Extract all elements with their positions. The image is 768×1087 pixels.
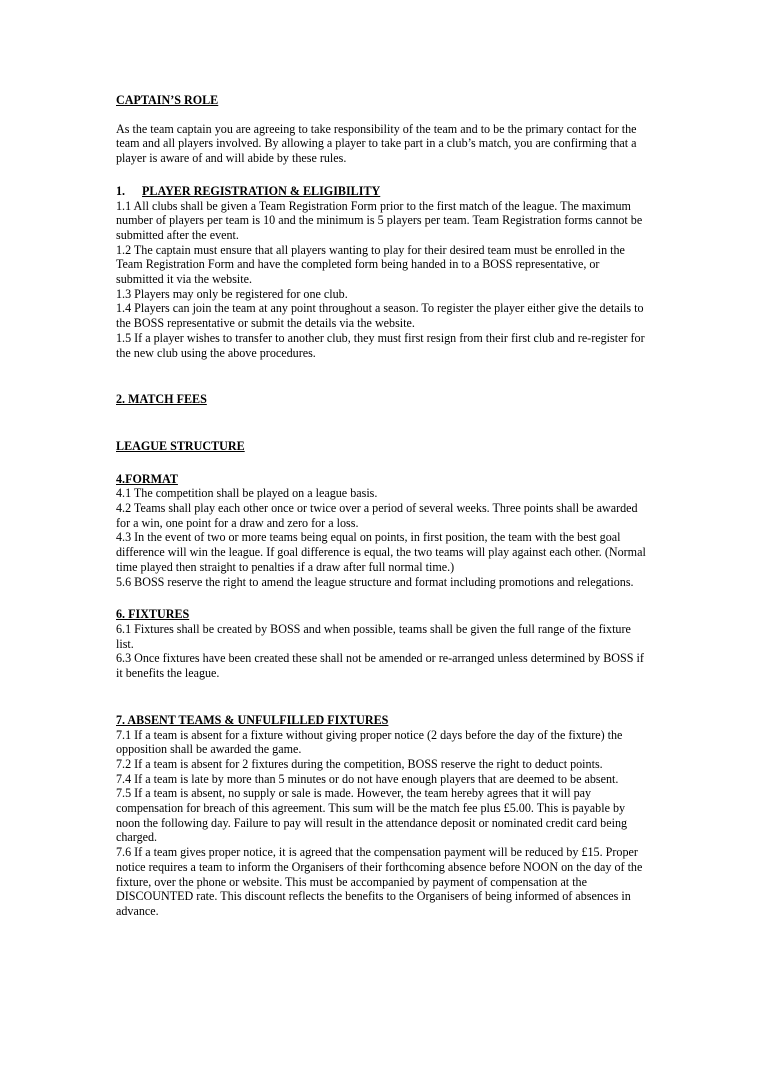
spacer bbox=[116, 454, 648, 472]
spacer bbox=[116, 108, 648, 122]
registration-heading bbox=[116, 184, 648, 199]
registration-item-1-4: 1.4 Players can join the team at any point throughout a season. To register the player either give the details to the BOSS representative or submit the details via the website. bbox=[116, 301, 644, 331]
registration-item-1-5: 1.5 If a player wishes to transfer to another club, they must first resign from their first club and re-register for the new club using the above procedures. bbox=[116, 330, 645, 360]
absent-item-7-1: 7.1 If a team is absent for a fixture without giving proper notice (2 days before the day of the fixture) the opposition shall be awarded the game. bbox=[116, 727, 623, 757]
format-item-4-1: 4.1 The competition shall be played on a league basis. bbox=[116, 486, 378, 501]
spacer bbox=[116, 407, 648, 439]
absent-item-7-5: 7.5 If a team is absent, no supply or sale is made. However, the team hereby agrees that it will pay compensation for breach of this agreement. This sum will be the match fee plus £5.00. This is payable by noon the following day. Failure to pay will result in the attendance deposit or nominated credit card being charged. bbox=[116, 786, 628, 845]
format-item-5-6: 5.6 BOSS reserve the right to amend the league structure and format including promotions and relegations. bbox=[116, 574, 634, 589]
absent-teams-heading: 7. ABSENT TEAMS & UNFULFILLED FIXTURES bbox=[116, 712, 389, 727]
registration-heading-text: PLAYER REGISTRATION & ELIGIBILITY bbox=[142, 183, 381, 198]
spacer bbox=[116, 589, 648, 607]
captains-role-heading: CAPTAIN’S ROLE bbox=[116, 93, 219, 107]
document-page bbox=[116, 93, 648, 919]
league-structure-heading: LEAGUE STRUCTURE bbox=[116, 438, 245, 453]
registration-item-1-1: 1.1 All clubs shall be given a Team Registration Form prior to the first match of the league. The maximum number of players per team is 10 and the minimum is 5 players per team. Team Registration forms cannot be submitted after the event. bbox=[116, 198, 643, 242]
absent-item-7-2: 7.2 If a team is absent for 2 fixtures during the competition, BOSS reserve the right to deduct points. bbox=[116, 756, 603, 771]
registration-item-1-2: 1.2 The captain must ensure that all players wanting to play for their desired team must be enrolled in the Team Registration Form and have the completed form being handed in to a BOSS representative, or submitted it via the website. bbox=[116, 242, 625, 287]
spacer bbox=[116, 360, 648, 392]
match-fees-heading: 2. MATCH FEES bbox=[116, 392, 207, 407]
registration-item-1-3: 1.3 Players may only be registered for one club. bbox=[116, 286, 348, 301]
fixtures-item-6-3: 6.3 Once fixtures have been created these shall not be amended or re-arranged unless determined by BOSS if it benefits the league. bbox=[116, 651, 644, 681]
spacer bbox=[116, 681, 648, 713]
spacer bbox=[116, 166, 648, 184]
fixtures-heading: 6. FIXTURES bbox=[116, 607, 190, 622]
format-item-4-3: 4.3 In the event of two or more teams being equal on points, in first position, the team with the best goal difference will win the league. If goal difference is equal, the two teams will play against each other. (Normal time played then straight to penalties if a draw after full normal time.) bbox=[116, 530, 646, 574]
format-heading: 4.FORMAT bbox=[116, 471, 178, 486]
fixtures-item-6-1: 6.1 Fixtures shall be created by BOSS and when possible, teams shall be given the full range of the fixture list. bbox=[116, 621, 631, 651]
captains-role-paragraph: As the team captain you are agreeing to take responsibility of the team and to be the primary contact for the team and all players involved. By allowing a player to take part in a club’s match, you are confirming that a player is aware of and will abide by these rules. bbox=[116, 121, 637, 166]
absent-item-7-6: 7.6 If a team gives proper notice, it is agreed that the compensation payment will be reduced by £15. Proper notice requires a team to inform the Organisers of their forthcoming absence before NOON on the day of the fixture, over the phone or website. This must be accompanied by payment of compensation at the DISCOUNTED rate. This discount reflects the benefits to the Organisers of being informed of absences in advance. bbox=[116, 845, 643, 918]
absent-item-7-4: 7.4 If a team is late by more than 5 minutes or do not have enough players that are deemed to be absent. bbox=[116, 771, 619, 786]
registration-heading-number: 1. bbox=[116, 183, 126, 198]
format-item-4-2: 4.2 Teams shall play each other once or twice over a period of several weeks. Three points shall be awarded for a win, one point for a draw and zero for a loss. bbox=[116, 501, 638, 530]
